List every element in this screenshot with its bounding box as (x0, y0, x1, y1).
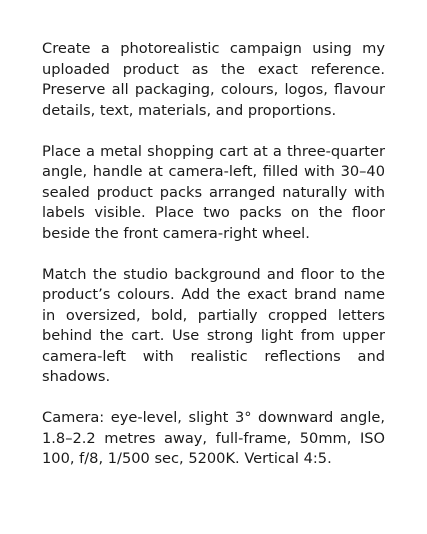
document-body (42, 39, 385, 470)
paragraph-camera: Camera: eye-level, slight 3° downward angle, 1.8–2.2 metres away, full-frame, 50mm, ISO 100, f/8, 1/500 sec, 5200K. Vertical 4:5. (42, 409, 385, 467)
paragraph-cart: Place a metal shopping cart at a three-quarter angle, handle at camera-left, filled with 30–40 sealed product packs arranged naturally with labels visible. Place two packs on the floor beside the front camera-right wheel. (42, 142, 385, 242)
paragraph-studio: Match the studio background and floor to the product’s colours. Add the exact brand name in oversized, bold, partially cropped letters behind the cart. Use strong light from upper camera-left with realistic reflections and shadows. (42, 265, 385, 385)
paragraph-intro: Create a photorealistic campaign using my uploaded product as the exact reference. Preserve all packaging, colours, logos, flavour details, text, materials, and proportions. (42, 40, 385, 119)
